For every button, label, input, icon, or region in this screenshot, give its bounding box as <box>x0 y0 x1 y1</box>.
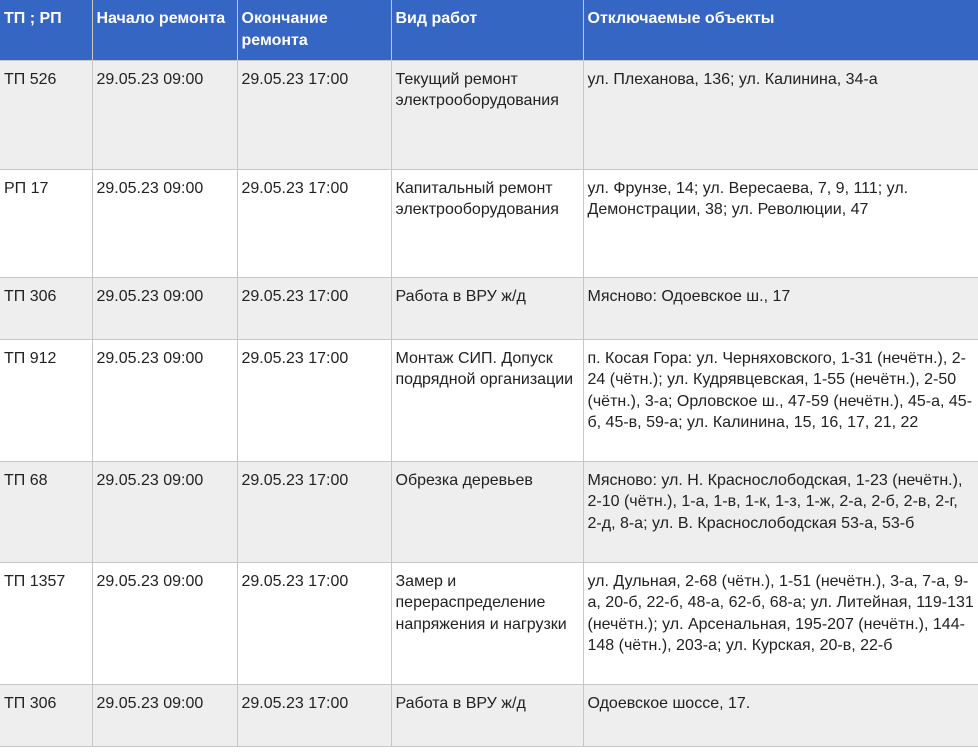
table-row <box>0 60 978 169</box>
cell-work: Обрезка деревьев <box>391 461 583 562</box>
column-header-objects: Отключаемые объекты <box>583 0 978 60</box>
cell-work: Замер и перераспределение напряжения и нагрузки <box>391 562 583 684</box>
cell-station: ТП 68 <box>0 461 92 562</box>
cell-work: Текущий ремонт электрооборудования <box>391 60 583 169</box>
cell-end: 29.05.23 17:00 <box>237 562 391 684</box>
cell-start: 29.05.23 09:00 <box>92 60 237 169</box>
table-row <box>0 169 978 277</box>
cell-objects: Мясново: Одоевское ш., 17 <box>583 277 978 339</box>
cell-start: 29.05.23 09:00 <box>92 339 237 461</box>
cell-end: 29.05.23 17:00 <box>237 277 391 339</box>
cell-end: 29.05.23 17:00 <box>237 60 391 169</box>
cell-work: Работа в ВРУ ж/д <box>391 684 583 746</box>
cell-objects: Одоевское шоссе, 17. <box>583 684 978 746</box>
table-row <box>0 277 978 339</box>
cell-objects: п. Косая Гора: ул. Черняховского, 1-31 (нечётн.), 2-24 (чётн.); ул. Кудрявцевская, 1-55 (нечётн.), 2-50 (чётн.), 3-а; Орловское ш., 47-59 (нечётн.), 45-а, 45-б, 45-в, 59-а; ул. Калинина, 15, 16, 17, 21, 22 <box>583 339 978 461</box>
cell-end: 29.05.23 17:00 <box>237 461 391 562</box>
cell-station: ТП 1357 <box>0 562 92 684</box>
cell-objects: ул. Плеханова, 136; ул. Калинина, 34-а <box>583 60 978 169</box>
cell-work: Капитальный ремонт электрооборудования <box>391 169 583 277</box>
cell-station: ТП 526 <box>0 60 92 169</box>
cell-objects: ул. Фрунзе, 14; ул. Вересаева, 7, 9, 111; ул. Демонстрации, 38; ул. Революции, 47 <box>583 169 978 277</box>
column-header-start: Начало ремонта <box>92 0 237 60</box>
cell-station: ТП 306 <box>0 277 92 339</box>
table-row <box>0 339 978 461</box>
column-header-end: Окончание ремонта <box>237 0 391 60</box>
cell-start: 29.05.23 09:00 <box>92 562 237 684</box>
cell-objects: ул. Дульная, 2-68 (чётн.), 1-51 (нечётн.), 3-а, 7-а, 9-а, 20-б, 22-б, 48-а, 62-б, 68-а; ул. Литейная, 119-131 (нечётн.); ул. Арсенальная, 195-207 (нечётн.), 144-148 (чётн.), 203-а; ул. Курская, 20-в, 22-б <box>583 562 978 684</box>
table-row <box>0 461 978 562</box>
cell-start: 29.05.23 09:00 <box>92 277 237 339</box>
cell-work: Работа в ВРУ ж/д <box>391 277 583 339</box>
cell-end: 29.05.23 17:00 <box>237 339 391 461</box>
column-header-work: Вид работ <box>391 0 583 60</box>
cell-station: ТП 912 <box>0 339 92 461</box>
cell-start: 29.05.23 09:00 <box>92 684 237 746</box>
table-row <box>0 562 978 684</box>
cell-station: РП 17 <box>0 169 92 277</box>
column-header-station: ТП ; РП <box>0 0 92 60</box>
cell-objects: Мясново: ул. Н. Краснослободская, 1-23 (нечётн.), 2-10 (чётн.), 1-а, 1-в, 1-к, 1-з, 1-ж, 2-а, 2-б, 2-в, 2-г, 2-д, 8-а; ул. В. Краснослободская 53-а, 53-б <box>583 461 978 562</box>
cell-start: 29.05.23 09:00 <box>92 461 237 562</box>
cell-station: ТП 306 <box>0 684 92 746</box>
table-row <box>0 684 978 746</box>
cell-end: 29.05.23 17:00 <box>237 684 391 746</box>
cell-start: 29.05.23 09:00 <box>92 169 237 277</box>
table-header-row <box>0 0 978 60</box>
cell-end: 29.05.23 17:00 <box>237 169 391 277</box>
cell-work: Монтаж СИП. Допуск подрядной организации <box>391 339 583 461</box>
